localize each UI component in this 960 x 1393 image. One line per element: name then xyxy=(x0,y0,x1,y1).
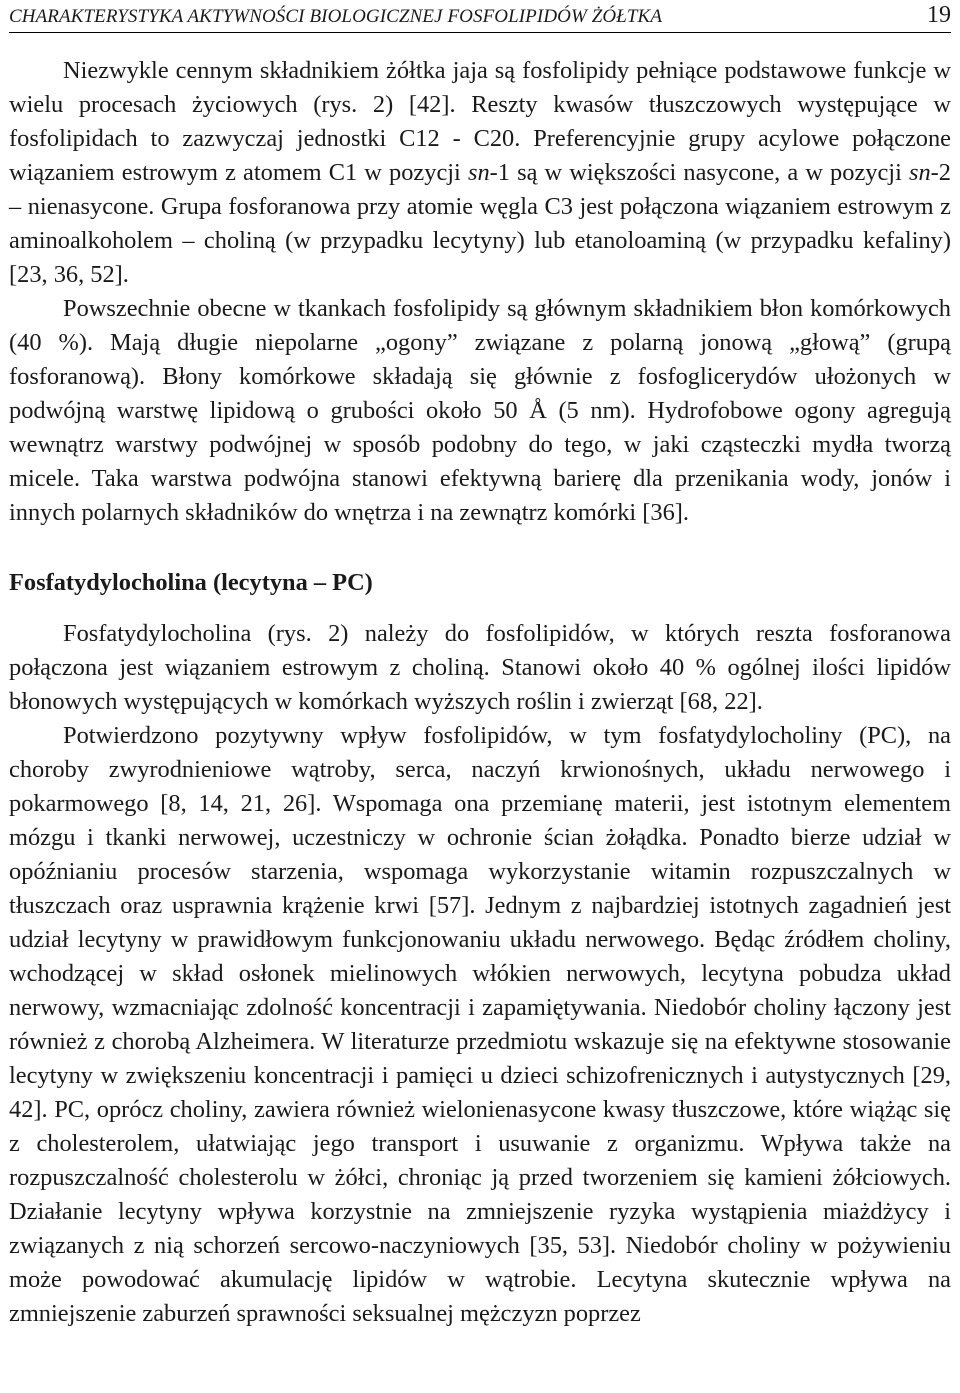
paragraph-fosfolipidy xyxy=(9,54,951,292)
running-header xyxy=(9,2,951,33)
paragraph-wplyw-pc: Potwierdzono pozytywny wpływ fosfolipidów, w tym fosfatydylocholiny (PC), na choroby zwyrodnieniowe wątroby, serca, naczyń krwionośnych, układu nerwowego i pokarmowego [8, 14, 21, 26]. Wspomaga ona przemianę materii, jest istotnym elementem mózgu i tkanki nerwowej, uczestniczy w ochronie ścian żołądka. Ponadto bierze udział w opóźnianiu procesów starzenia, wspomaga wykorzystanie witamin rozpuszczalnych w tłuszczach oraz usprawnia krążenie krwi [57]. Jednym z najbardziej istotnych zagadnień jest udział lecytyny w prawidłowym funkcjonowaniu układu nerwowego. Będąc źródłem choliny, wchodzącej w skład osłonek mielinowych włókien nerwowych, lecytyna pobudza układ nerwowy, wzmacniając zdolność koncentracji i zapamiętywania. Niedobór choliny łączony jest również z chorobą Alzheimera. W literaturze przedmiotu wskazuje się na efektywne stosowanie lecytyny w zwiększeniu koncentracji i pamięci u dzieci schizofrenicznych i autystycznych [29, 42]. PC, oprócz choliny, zawiera również wielonienasycone kwasy tłuszczowe, które wiążąc się z cholesterolem, ułatwiając jego transport i usuwanie z organizmu. Wpływa także na rozpuszczalność cholesterolu w żółci, chroniąc ją przed tworzeniem się kamieni żółciowych. Działanie lecytyny wpływa korzystnie na zmniejszenie ryzyka wystąpienia miażdżycy i związanych z nią schorzeń sercowo-naczyniowych [35, 53]. Niedobór choliny w pożywieniu może powodować akumulację lipidów w wątrobie. Lecytyna skutecznie wpływa na zmniejszenie zaburzeń sprawności seksualnej mężczyzn poprzez xyxy=(9,722,951,1327)
paragraph-fosfatydylocholina: Fosfatydylocholina (rys. 2) należy do fosfolipidów, w których reszta fosforanowa połączona jest wiązaniem estrowym z choliną. Stanowi około 40 % ogólnej ilości lipidów błonowych występujących w komórkach wyższych roślin i zwierząt [68, 22]. xyxy=(9,620,951,715)
running-title: CHARAKTERYSTYKA AKTYWNOŚCI BIOLOGICZNEJ FOSFOLIPIDÓW ŻÓŁTKA xyxy=(9,6,663,27)
page-number: 19 xyxy=(927,2,951,28)
paragraph-fosfolipidy-text-b: -1 są w większości nasycone, a w pozycji xyxy=(489,159,909,186)
paragraph-fosfolipidy-text-a: Niezwykle cennym składnikiem żółtka jaja są fosfolipidy pełniące podstawowe funkcje w wielu procesach życiowych (rys. 2) [42]. Reszty kwasów tłuszczowych występujące w fosfolipidach to zazwyczaj jednostki C12 - C20. Preferencyjnie grupy acylowe połączone wiązaniem estrowym z atomem C1 w pozycji xyxy=(9,57,951,186)
body-text xyxy=(9,54,951,1331)
paragraph-blony-komorkowe: Powszechnie obecne w tkankach fosfolipidy są głównym składnikiem błon komórkowych (40 %). Mają długie niepolarne „ogony” związane z polarną jonową „głową” (grupą fosforanową). Błony komórkowe składają się głównie z fosfoglicerydów ułożonych w podwójną warstwę lipidową o grubości około 50 Å (5 nm). Hydrofobowe ogony agregują wewnątrz warstwy podwójnej w sposób podobny do tego, w jaki cząsteczki mydła tworzą micele. Taka warstwa podwójna stanowi efektywną barierę dla przenikania wody, jonów i innych polarnych składników do wnętrza i na zewnątrz komórki [36]. xyxy=(9,295,951,526)
sn-term: sn xyxy=(467,159,490,186)
sn-term: sn xyxy=(908,159,931,186)
section-heading: Fosfatydylocholina (lecytyna – PC) xyxy=(9,569,373,596)
paragraph-fosfolipidy-text-c: -2 – nienasycone. Grupa fosforanowa przy atomie węgla C3 jest połączona wiązaniem estrowym z aminoalkoholem – choliną (w przypadku lecytyny) lub etanoloaminą (w przypadku kefaliny) [23, 36, 52]. xyxy=(9,159,951,288)
